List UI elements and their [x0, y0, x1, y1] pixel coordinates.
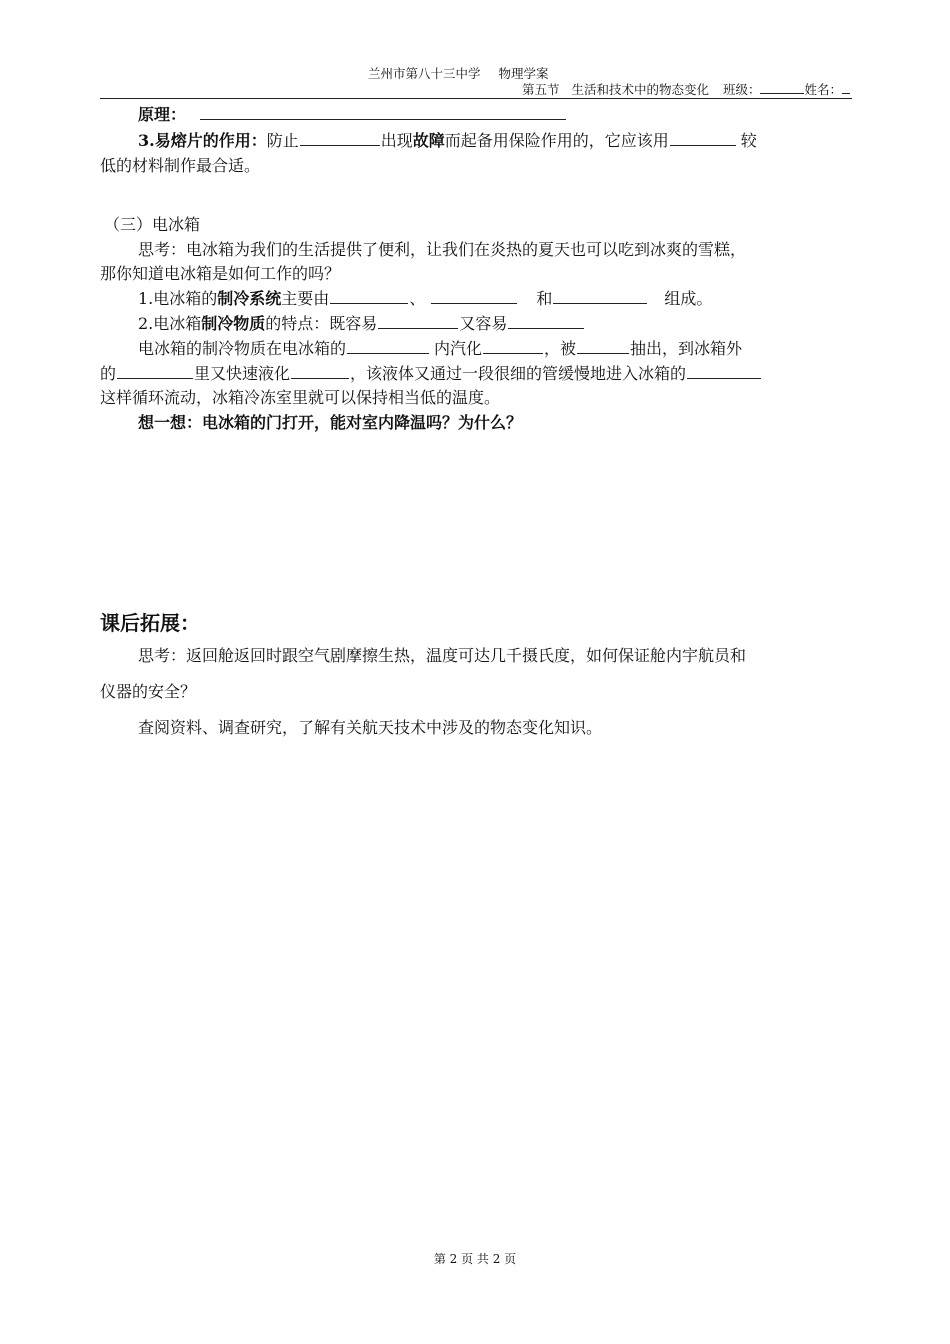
fuse-text-relatively: 较	[740, 131, 757, 150]
fuse-text-appear: 出现	[380, 131, 413, 150]
fridge-heading	[104, 215, 856, 235]
extension-research-line	[100, 718, 890, 738]
fridge-think-line-1	[100, 240, 890, 260]
subject-name: 物理学案	[498, 66, 549, 81]
q1-text-compose: 组成。	[664, 289, 713, 308]
process-blank-4[interactable]	[117, 363, 193, 379]
process-blank-1[interactable]	[347, 338, 429, 354]
q1-text-c: 主要由	[281, 289, 330, 308]
process-text-flow-in: ，该液体又通过一段很细的管缓慢地进入冰箱的	[350, 364, 687, 383]
fuse-text-fault: 故障	[412, 131, 445, 150]
class-label: 班级：	[722, 82, 761, 97]
q1-text-cooling-system: 制冷系统	[217, 289, 282, 308]
fridge-think-text-1: 思考：电冰箱为我们的生活提供了便利，让我们在炎热的夏天也可以吃到冰爽的雪糕，	[138, 240, 747, 259]
page-footer	[0, 1250, 950, 1267]
process-text-liquefy: 里又快速液化	[194, 364, 291, 383]
q1-text-a: 1.电冰箱的	[138, 289, 218, 308]
page-header	[100, 64, 852, 99]
school-name: 兰州市第八十三中学	[368, 66, 481, 81]
fuse-blank-2[interactable]	[670, 130, 736, 146]
extension-think-text-1: 思考：返回舱返回时跟空气剧摩擦生热，温度可达几千摄氏度，如何保证舱内宇航员和	[138, 646, 747, 665]
process-text-vaporize: 内汽化	[434, 339, 483, 358]
fuse-question-line-1	[100, 130, 890, 151]
extension-research-text: 查阅资料、调查研究，了解有关航天技术中涉及的物态变化知识。	[138, 718, 603, 737]
extension-think-text-2: 仪器的安全？	[100, 682, 197, 701]
section-number: 第五节	[521, 82, 560, 97]
process-blank-6[interactable]	[687, 363, 761, 379]
extension-title	[100, 607, 200, 636]
q2-text-c: 的特点：既容易	[265, 314, 378, 333]
fridge-q2-line	[100, 313, 890, 334]
fuse-title: 3.易熔片的作用：	[138, 131, 267, 150]
process-text-by: ，被	[544, 339, 577, 358]
class-blank[interactable]	[760, 81, 804, 94]
q2-text-a: 2.电冰箱	[138, 314, 202, 333]
q1-blank-3[interactable]	[553, 288, 647, 304]
q1-text-comma: 、	[409, 289, 426, 308]
page-number: 第 2 页 共 2 页	[433, 1252, 517, 1266]
fridge-process-line-3	[100, 388, 852, 408]
q1-blank-1[interactable]	[330, 288, 408, 304]
principle-blank[interactable]	[200, 104, 566, 120]
process-text-cycle: 这样循环流动，冰箱冷冻室里就可以保持相当低的温度。	[100, 388, 501, 407]
q1-text-and: 和	[536, 289, 553, 308]
fuse-question-line-2	[100, 156, 852, 176]
header-line-lesson	[522, 80, 850, 98]
fuse-text-purpose: 而起备用保险作用的，它应该用	[444, 131, 669, 150]
fridge-process-line-1	[100, 338, 890, 359]
extension-think-line-2	[100, 682, 852, 702]
fridge-q1-line	[100, 288, 890, 309]
fuse-blank-1[interactable]	[300, 130, 380, 146]
process-text-a: 电冰箱的制冷物质在电冰箱的	[138, 339, 347, 358]
q2-text-refrigerant: 制冷物质	[201, 314, 266, 333]
fridge-think-line-2	[100, 264, 852, 284]
fridge-heading-text: （三）电冰箱	[104, 215, 201, 234]
name-blank[interactable]	[842, 81, 850, 94]
q2-text-d: 又容易	[459, 314, 508, 333]
process-blank-3[interactable]	[577, 338, 629, 354]
q2-blank-1[interactable]	[378, 313, 458, 329]
extension-title-text: 课后拓展：	[100, 611, 200, 635]
process-blank-5[interactable]	[291, 363, 349, 379]
fridge-think-text-2: 那你知道电冰箱是如何工作的吗？	[100, 264, 341, 283]
name-label: 姓名：	[804, 82, 842, 97]
fridge-process-line-2	[100, 363, 852, 384]
fridge-ponder-question: 想一想：电冰箱的门打开，能对室内降温吗？为什么？	[138, 413, 523, 432]
principle-line	[100, 104, 890, 125]
lesson-topic: 生活和技术中的物态变化	[571, 82, 709, 97]
process-text-of: 的	[100, 364, 117, 383]
fuse-text-prevent: 防止	[266, 131, 299, 150]
extension-think-line-1	[100, 646, 890, 666]
process-blank-2[interactable]	[483, 338, 543, 354]
fridge-ponder-line	[100, 413, 890, 433]
principle-label: 原理：	[138, 105, 187, 124]
process-text-pumped-out: 抽出，到冰箱外	[630, 339, 743, 358]
q2-blank-2[interactable]	[508, 313, 584, 329]
fuse-text-low-material: 低的材料制作最合适。	[100, 156, 261, 175]
q1-blank-2[interactable]	[431, 288, 517, 304]
